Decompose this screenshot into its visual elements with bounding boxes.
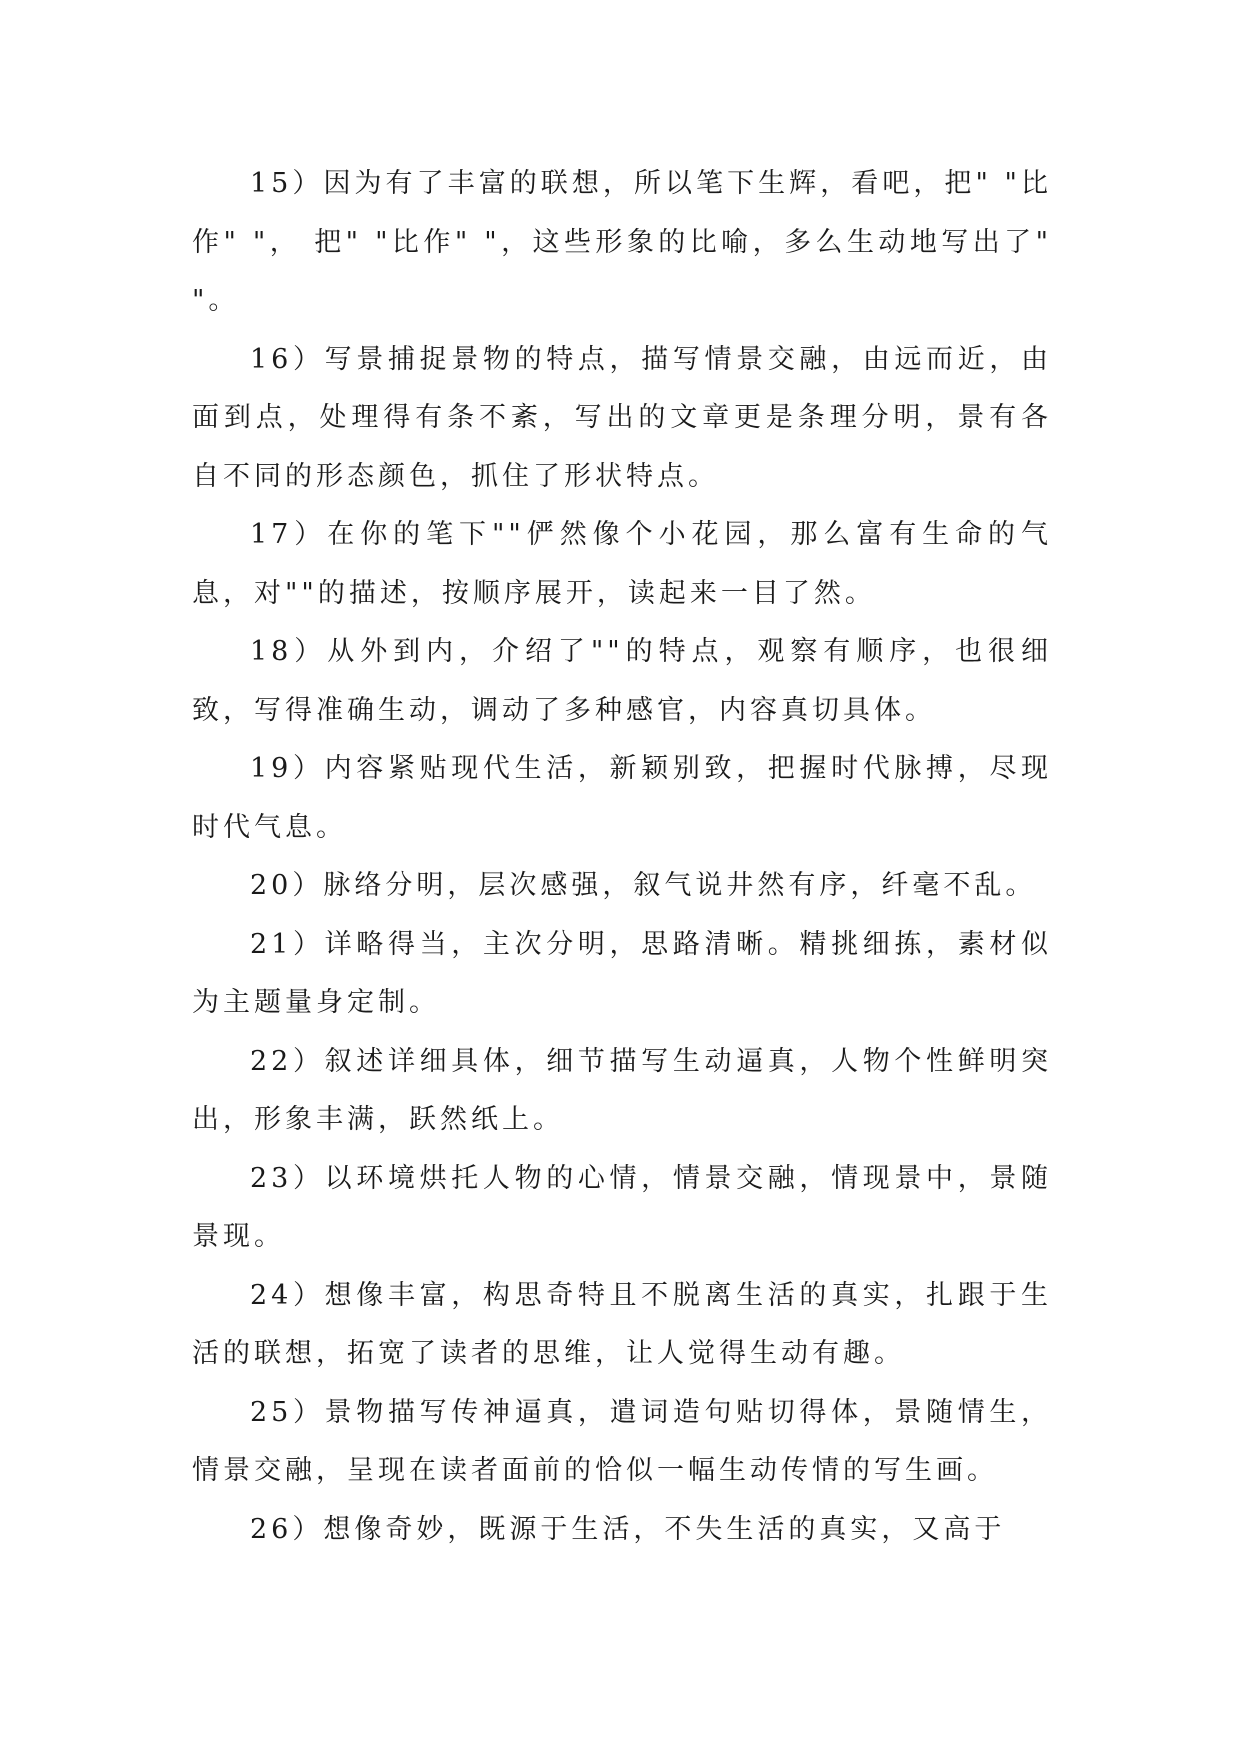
paragraph-17: 17）在你的笔下""俨然像个小花园，那么富有生命的气息，对""的描述，按顺序展开，读起来一目了然。 [192, 519, 1052, 609]
document-page [192, 155, 1052, 1559]
paragraph-16: 16）写景捕捉景物的特点，描写情景交融，由远而近，由面到点，处理得有条不紊，写出的文章更是条理分明，景有各自不同的形态颜色，抓住了形状特点。 [192, 343, 1052, 492]
paragraph-19: 19）内容紧贴现代生活，新颖别致，把握时代脉搏，尽现时代气息。 [192, 753, 1052, 843]
paragraph-25: 25）景物描写传神逼真，遣词造句贴切得体，景随情生，情景交融，呈现在读者面前的恰似一幅生动传情的写生画。 [192, 1396, 1052, 1486]
paragraph-26: 26）想像奇妙，既源于生活，不失生活的真实，又高于 [250, 1513, 1006, 1545]
paragraph-23: 23）以环境烘托人物的心情，情景交融，情现景中，景随景现。 [192, 1162, 1052, 1252]
paragraph-21: 21）详略得当，主次分明，思路清晰。精挑细拣，素材似为主题量身定制。 [192, 928, 1052, 1018]
paragraph-18: 18）从外到内，介绍了""的特点，观察有顺序，也很细致，写得准确生动，调动了多种感官，内容真切具体。 [192, 636, 1052, 726]
paragraph-20: 20）脉络分明，层次感强，叙气说井然有序，纤毫不乱。 [250, 870, 1037, 901]
paragraph-24: 24）想像丰富，构思奇特且不脱离生活的真实，扎跟于生活的联想，拓宽了读者的思维，让人觉得生动有趣。 [192, 1279, 1052, 1369]
paragraph-22: 22）叙述详细具体，细节描写生动逼真，人物个性鲜明突出，形象丰满，跃然纸上。 [192, 1045, 1052, 1135]
paragraph-15: 15）因为有了丰富的联想，所以笔下生辉，看吧，把" "比作" "， 把" "比作" "，这些形象的比喻，多么生动地写出了" "。 [192, 168, 1052, 316]
